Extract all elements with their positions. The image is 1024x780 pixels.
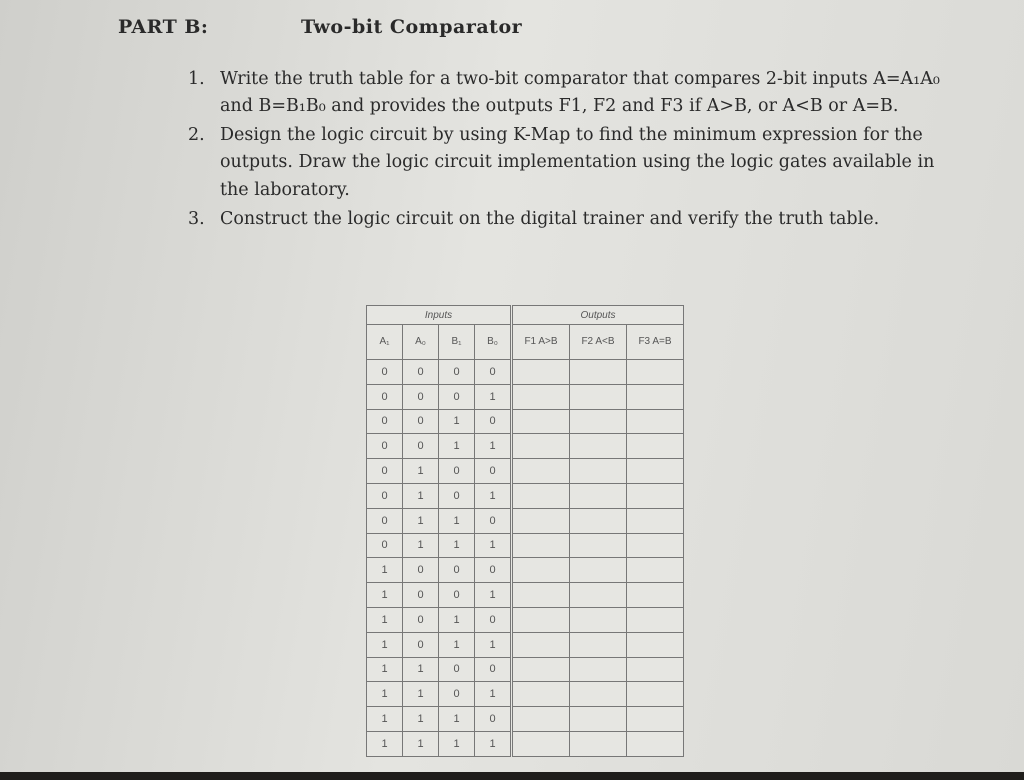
input-cell: 1 xyxy=(367,657,403,682)
output-cell[interactable] xyxy=(570,360,627,385)
input-cell: 1 xyxy=(439,409,475,434)
output-cell[interactable] xyxy=(570,707,627,732)
input-cell: 0 xyxy=(403,409,439,434)
input-cell: 1 xyxy=(367,558,403,583)
output-cell[interactable] xyxy=(512,558,570,583)
column-header: A₀ xyxy=(403,325,439,360)
table-row xyxy=(367,607,684,632)
table-row xyxy=(367,409,684,434)
part-label: PART B: xyxy=(118,16,209,38)
output-cell[interactable] xyxy=(570,632,627,657)
output-cell[interactable] xyxy=(627,707,684,732)
column-header: B₁ xyxy=(439,325,475,360)
table-row xyxy=(367,632,684,657)
table-row xyxy=(367,707,684,732)
input-cell: 0 xyxy=(475,360,512,385)
output-cell[interactable] xyxy=(627,682,684,707)
input-cell: 1 xyxy=(403,731,439,756)
output-cell[interactable] xyxy=(570,434,627,459)
instruction-number: 1. xyxy=(188,69,205,89)
outputs-group-header: Outputs xyxy=(512,306,684,325)
output-cell[interactable] xyxy=(627,360,684,385)
output-cell[interactable] xyxy=(570,384,627,409)
column-header: F3 A=B xyxy=(627,325,684,360)
output-cell[interactable] xyxy=(627,583,684,608)
input-cell: 0 xyxy=(475,657,512,682)
input-cell: 1 xyxy=(403,707,439,732)
input-cell: 0 xyxy=(367,459,403,484)
output-cell[interactable] xyxy=(570,731,627,756)
output-cell[interactable] xyxy=(512,707,570,732)
output-cell[interactable] xyxy=(627,657,684,682)
input-cell: 1 xyxy=(475,533,512,558)
output-cell[interactable] xyxy=(512,632,570,657)
instruction-number: 3. xyxy=(188,208,205,229)
table-row xyxy=(367,508,684,533)
input-cell: 0 xyxy=(439,483,475,508)
input-cell: 0 xyxy=(439,583,475,608)
input-cell: 1 xyxy=(403,657,439,682)
output-cell[interactable] xyxy=(627,558,684,583)
output-cell[interactable] xyxy=(627,459,684,484)
input-cell: 1 xyxy=(367,682,403,707)
output-cell[interactable] xyxy=(627,409,684,434)
input-cell: 1 xyxy=(403,508,439,533)
input-cell: 1 xyxy=(367,583,403,608)
output-cell[interactable] xyxy=(512,459,570,484)
instruction-text: Design the logic circuit by using K-Map to find the minimum expression for the outputs. Draw the logic circuit implementation using the logic gates available in the laboratory. xyxy=(220,125,935,200)
instruction-text: Construct the logic circuit on the digital trainer and verify the truth table. xyxy=(220,208,880,229)
input-cell: 1 xyxy=(439,508,475,533)
output-cell[interactable] xyxy=(627,508,684,533)
table-row xyxy=(367,434,684,459)
input-cell: 0 xyxy=(403,558,439,583)
input-cell: 1 xyxy=(475,434,512,459)
column-header: F2 A<B xyxy=(570,325,627,360)
table-row xyxy=(367,459,684,484)
output-cell[interactable] xyxy=(627,607,684,632)
input-cell: 0 xyxy=(403,384,439,409)
table-row xyxy=(367,533,684,558)
input-cell: 1 xyxy=(475,632,512,657)
output-cell[interactable] xyxy=(512,583,570,608)
input-cell: 1 xyxy=(475,583,512,608)
input-cell: 1 xyxy=(439,707,475,732)
output-cell[interactable] xyxy=(570,558,627,583)
output-cell[interactable] xyxy=(512,360,570,385)
section-title: Two-bit Comparator xyxy=(301,16,523,38)
input-cell: 0 xyxy=(439,682,475,707)
output-cell[interactable] xyxy=(627,434,684,459)
output-cell[interactable] xyxy=(570,607,627,632)
input-cell: 0 xyxy=(403,434,439,459)
output-cell[interactable] xyxy=(570,508,627,533)
table-row xyxy=(367,558,684,583)
input-cell: 1 xyxy=(403,459,439,484)
table-row xyxy=(367,657,684,682)
input-cell: 1 xyxy=(367,632,403,657)
output-cell[interactable] xyxy=(512,384,570,409)
table-row xyxy=(367,583,684,608)
output-cell[interactable] xyxy=(627,384,684,409)
truth-table xyxy=(366,305,684,757)
instruction-item xyxy=(186,206,966,233)
output-cell[interactable] xyxy=(627,533,684,558)
input-cell: 0 xyxy=(475,508,512,533)
input-cell: 1 xyxy=(475,731,512,756)
input-cell: 0 xyxy=(475,409,512,434)
output-cell[interactable] xyxy=(570,533,627,558)
input-cell: 0 xyxy=(475,459,512,484)
instruction-item xyxy=(186,122,966,203)
instruction-list xyxy=(186,66,966,235)
output-cell[interactable] xyxy=(570,657,627,682)
input-cell: 0 xyxy=(367,434,403,459)
input-cell: 1 xyxy=(439,533,475,558)
output-cell[interactable] xyxy=(512,483,570,508)
output-cell[interactable] xyxy=(512,409,570,434)
output-cell[interactable] xyxy=(570,409,627,434)
output-cell[interactable] xyxy=(627,483,684,508)
input-cell: 0 xyxy=(367,360,403,385)
truth-table-body xyxy=(367,360,684,757)
output-cell[interactable] xyxy=(512,508,570,533)
input-cell: 0 xyxy=(367,384,403,409)
output-cell[interactable] xyxy=(512,434,570,459)
table-row xyxy=(367,360,684,385)
input-cell: 0 xyxy=(475,558,512,583)
output-cell[interactable] xyxy=(570,682,627,707)
output-cell[interactable] xyxy=(512,657,570,682)
output-cell[interactable] xyxy=(512,731,570,756)
input-cell: 1 xyxy=(439,607,475,632)
output-cell[interactable] xyxy=(570,583,627,608)
input-cell: 0 xyxy=(439,657,475,682)
input-cell: 0 xyxy=(367,508,403,533)
input-cell: 1 xyxy=(475,384,512,409)
input-cell: 1 xyxy=(475,483,512,508)
input-cell: 1 xyxy=(403,483,439,508)
input-cell: 0 xyxy=(475,607,512,632)
input-cell: 0 xyxy=(439,384,475,409)
instruction-item xyxy=(186,66,966,120)
page-title xyxy=(118,16,522,38)
input-cell: 1 xyxy=(439,731,475,756)
table-row xyxy=(367,384,684,409)
output-cell[interactable] xyxy=(570,483,627,508)
table-row xyxy=(367,483,684,508)
input-cell: 0 xyxy=(439,558,475,583)
input-cell: 1 xyxy=(475,682,512,707)
input-cell: 1 xyxy=(403,682,439,707)
output-cell[interactable] xyxy=(627,731,684,756)
instruction-text: Write the truth table for a two-bit comparator that compares 2-bit inputs A=A₁A₀ and B=B₁B₀ and provides the outputs F1, F2 and F3 if A>B, or A<B or A=B. xyxy=(220,69,940,117)
table-row xyxy=(367,731,684,756)
input-cell: 1 xyxy=(439,434,475,459)
input-cell: 0 xyxy=(403,632,439,657)
input-cell: 1 xyxy=(439,632,475,657)
column-header: B₀ xyxy=(475,325,512,360)
input-cell: 0 xyxy=(439,459,475,484)
input-cell: 0 xyxy=(367,533,403,558)
instruction-number: 2. xyxy=(188,125,205,146)
input-cell: 1 xyxy=(367,707,403,732)
input-cell: 1 xyxy=(367,731,403,756)
column-header: F1 A>B xyxy=(512,325,570,360)
input-cell: 1 xyxy=(367,607,403,632)
input-cell: 0 xyxy=(403,583,439,608)
output-cell[interactable] xyxy=(512,533,570,558)
output-cell[interactable] xyxy=(512,607,570,632)
output-cell[interactable] xyxy=(512,682,570,707)
input-cell: 0 xyxy=(403,360,439,385)
input-cell: 0 xyxy=(475,707,512,732)
output-cell[interactable] xyxy=(627,632,684,657)
table-row xyxy=(367,682,684,707)
input-cell: 0 xyxy=(367,483,403,508)
column-header: A₁ xyxy=(367,325,403,360)
output-cell[interactable] xyxy=(570,459,627,484)
input-cell: 0 xyxy=(439,360,475,385)
input-cell: 0 xyxy=(367,409,403,434)
input-cell: 0 xyxy=(403,607,439,632)
inputs-group-header: Inputs xyxy=(367,306,512,325)
input-cell: 1 xyxy=(403,533,439,558)
